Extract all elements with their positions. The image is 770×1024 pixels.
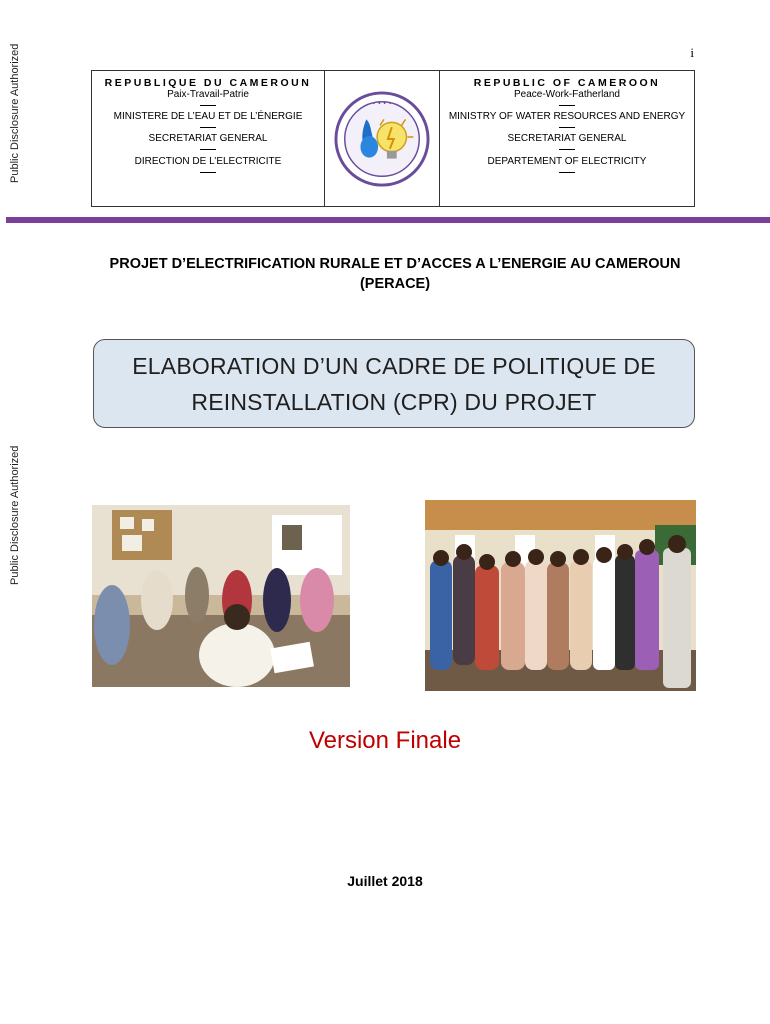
country-name-en: REPUBLIC OF CAMEROON: [473, 77, 661, 89]
letterhead-french-column: [92, 71, 325, 206]
svg-text:• • • •: • • • •: [372, 101, 392, 108]
department-en: DEPARTEMENT OF ELECTRICITY: [487, 156, 647, 167]
ministry-en: MINISTRY OF WATER RESOURCES AND ENERGY: [448, 111, 686, 122]
divider: [559, 105, 575, 106]
letterhead-logo-column: [325, 71, 440, 206]
divider: [559, 172, 575, 173]
disclosure-label-top: Public Disclosure Authorized: [9, 43, 21, 183]
secretariat-en: SECRETARIAT GENERAL: [507, 133, 627, 144]
divider: [200, 149, 216, 150]
page-number: i: [690, 45, 694, 60]
country-name-fr: REPUBLIQUE DU CAMEROUN: [104, 77, 312, 89]
motto-fr: Paix-Travail-Patrie: [167, 89, 249, 100]
divider: [200, 127, 216, 128]
accent-bar: [6, 217, 770, 223]
document-title-line2: REINSTALLATION (CPR) DU PROJET: [191, 388, 597, 415]
disclosure-label-middle: Public Disclosure Authorized: [9, 445, 21, 585]
divider: [559, 149, 575, 150]
secretariat-fr: SECRETARIAT GENERAL: [148, 133, 268, 144]
divider: [559, 127, 575, 128]
divider: [200, 172, 216, 173]
motto-en: Peace-Work-Fatherland: [514, 89, 620, 100]
meeting-photo: [92, 505, 350, 687]
document-title-line1: ELABORATION D’UN CADRE DE POLITIQUE DE: [132, 352, 656, 379]
community-group-photo: [425, 500, 696, 691]
project-title-line1: PROJET D’ELECTRIFICATION RURALE ET D’ACCES A L’ENERGIE AU CAMEROUN: [109, 256, 681, 272]
divider: [200, 105, 216, 106]
letterhead-english-column: [440, 71, 694, 206]
ministry-fr: MINISTERE DE L’EAU ET DE L’ÉNERGIE: [113, 111, 303, 122]
letterhead-table: [91, 70, 695, 207]
direction-fr: DIRECTION DE L’ELECTRICITE: [134, 156, 282, 167]
project-title: [60, 254, 730, 294]
document-date: Juillet 2018: [347, 873, 423, 889]
document-title-box: [93, 339, 695, 428]
version-label: Version Finale: [308, 727, 462, 754]
ministry-seal-icon: [333, 90, 431, 188]
project-title-line2: (PERACE): [359, 276, 431, 292]
